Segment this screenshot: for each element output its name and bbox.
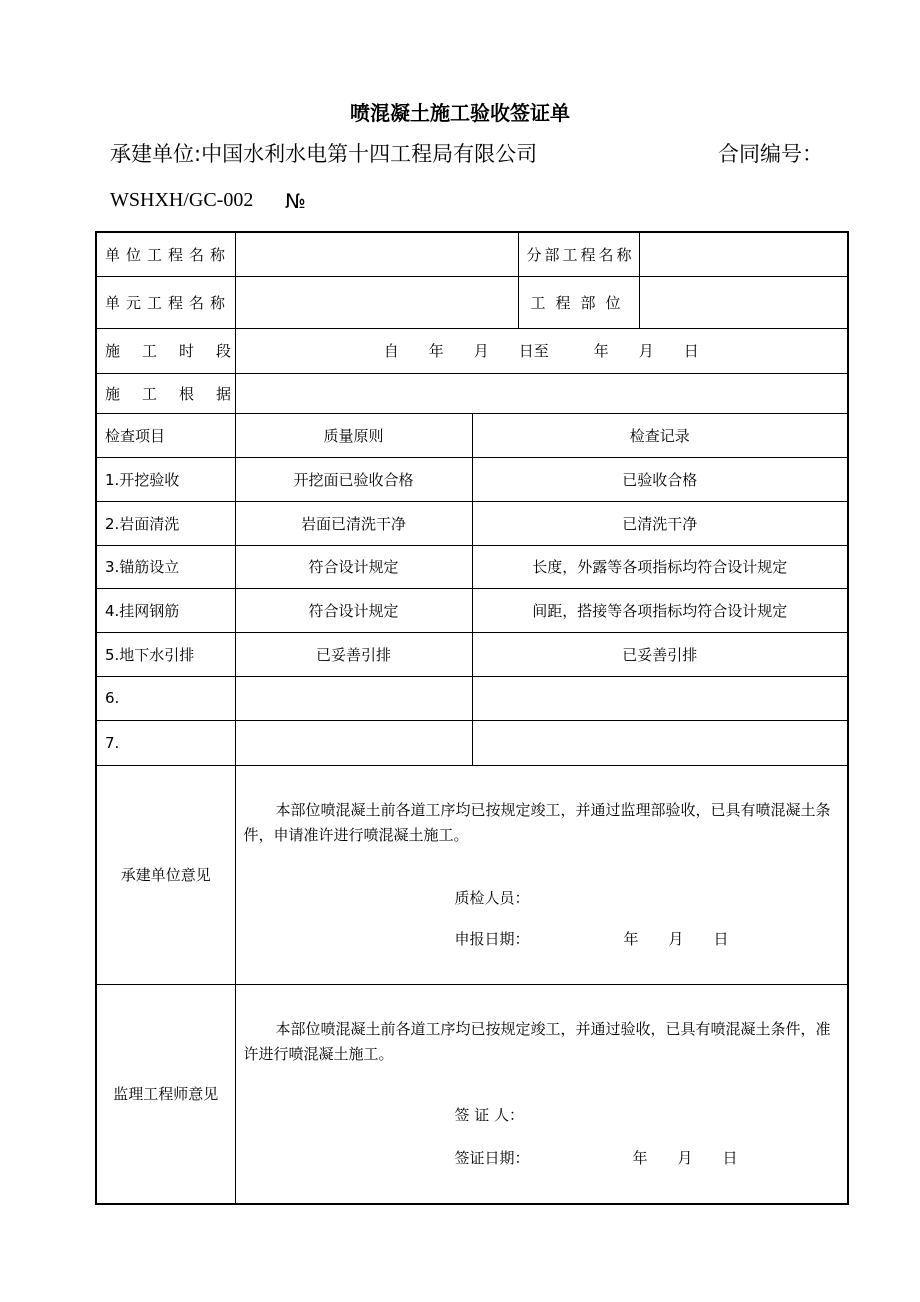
basis-value[interactable] [235, 373, 848, 413]
row-standard: 符合设计规定 [235, 588, 472, 632]
row-standard[interactable] [235, 720, 472, 765]
contract-code: WSHXH/GC-002 [110, 189, 254, 211]
row-standard: 开挖面已验收合格 [235, 457, 472, 501]
element-project-value[interactable] [235, 276, 518, 328]
period-value[interactable]: 自 年 月 日至 年 月 日 [235, 328, 848, 373]
unit-project-value[interactable] [235, 232, 518, 276]
row-standard: 符合设计规定 [235, 545, 472, 588]
unit-project-label: 单位工程名称 [96, 232, 235, 276]
form-title: 喷混凝土施工验收签证单 [350, 101, 570, 125]
report-date-label: 申报日期： [454, 929, 530, 948]
unit-project-row [96, 232, 848, 276]
basis-row [96, 373, 848, 413]
element-project-label: 单元工程名称 [96, 276, 235, 328]
sign-date-label: 签证日期： [454, 1148, 530, 1167]
period-row [96, 328, 848, 373]
row-item: 3.锚筋设立 [96, 545, 235, 588]
sign-date-value: 年 月 日 [632, 1148, 738, 1167]
supervisor-opinion-text: 本部位喷混凝土前各道工序均已按规定竣工，并通过验收，已具有喷混凝土条件，准许进行喷混凝土施工。 [243, 1019, 831, 1063]
table-row [96, 545, 848, 588]
contractor-opinion-text: 本部位喷混凝土前各道工序均已按规定竣工，并通过监理部验收，已具有喷混凝土条件，申请准许进行喷混凝土施工。 [243, 800, 831, 844]
row-item: 7. [96, 720, 235, 765]
table-row [96, 632, 848, 676]
report-date-value: 年 月 日 [623, 929, 729, 948]
table-row [96, 588, 848, 632]
table-row [96, 676, 848, 720]
row-item: 2.岩面清洗 [96, 501, 235, 545]
row-record[interactable]: 已验收合格 [472, 457, 848, 501]
row-record[interactable]: 已清洗干净 [472, 501, 848, 545]
row-record[interactable] [472, 676, 848, 720]
supervisor-opinion-label: 监理工程师意见 [96, 984, 235, 1204]
row-item: 6. [96, 676, 235, 720]
location-value[interactable] [639, 276, 848, 328]
sub-project-value[interactable] [639, 232, 848, 276]
contract-number-label: 合同编号： [718, 142, 823, 166]
row-standard: 已妥善引排 [235, 632, 472, 676]
row-item: 4.挂网钢筋 [96, 588, 235, 632]
contractor-opinion-label: 承建单位意见 [96, 765, 235, 984]
supervisor-opinion-row [96, 984, 848, 1204]
contractor-line: 承建单位:中国水利水电第十四工程局有限公司 [110, 142, 538, 166]
element-project-row [96, 276, 848, 328]
location-label: 工程部位 [518, 276, 639, 328]
header-inspection-record: 检查记录 [472, 413, 848, 457]
row-item: 5.地下水引排 [96, 632, 235, 676]
inspection-header-row [96, 413, 848, 457]
header-inspection-item: 检查项目 [96, 413, 235, 457]
row-item: 1.开挖验收 [96, 457, 235, 501]
basis-label: 施工根据 [96, 373, 235, 413]
supervisor-opinion-body[interactable] [235, 984, 848, 1204]
row-standard: 岩面已清洗干净 [235, 501, 472, 545]
table-row [96, 720, 848, 765]
sub-project-label: 分部工程名称 [518, 232, 639, 276]
row-standard[interactable] [235, 676, 472, 720]
header-quality-standard: 质量原则 [235, 413, 472, 457]
row-record[interactable]: 已妥善引排 [472, 632, 848, 676]
numero-sign: № [285, 189, 306, 213]
inspector-label: 质检人员： [454, 888, 530, 907]
period-label: 施工时段 [96, 328, 235, 373]
row-record[interactable]: 长度，外露等各项指标均符合设计规定 [472, 545, 848, 588]
row-record[interactable]: 间距，搭接等各项指标均符合设计规定 [472, 588, 848, 632]
signer-label: 签 证 人： [454, 1105, 525, 1124]
contractor-opinion-row [96, 765, 848, 984]
acceptance-form-table [95, 231, 849, 1205]
contractor-opinion-body[interactable] [235, 765, 848, 984]
table-row [96, 457, 848, 501]
row-record[interactable] [472, 720, 848, 765]
table-row [96, 501, 848, 545]
